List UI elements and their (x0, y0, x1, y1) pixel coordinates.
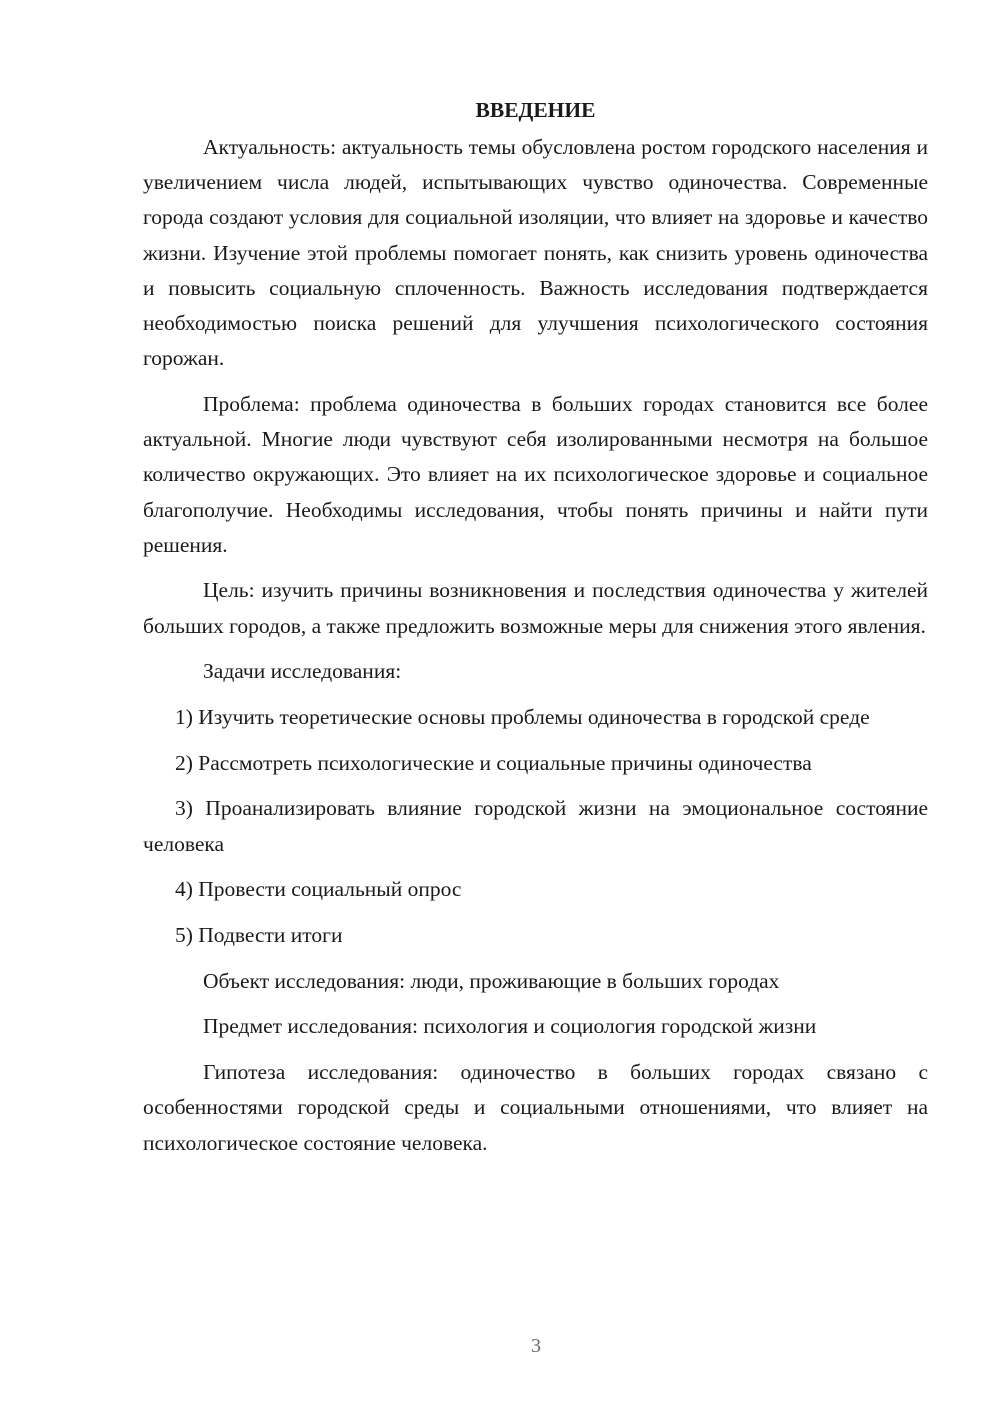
task-item-1: 1) Изучить теоретические основы проблемы одиночества в городской среде (175, 705, 870, 730)
task-item-5: 5) Подвести итоги (175, 923, 343, 948)
page-number: 3 (531, 1335, 541, 1357)
task-item-3: 3) Проанализировать влияние городской жизни на эмоциональное состояние человека (143, 796, 928, 856)
paragraph-subject: Предмет исследования: психология и социология городской жизни (203, 1014, 817, 1039)
task-item-2: 2) Рассмотреть психологические и социальные причины одиночества (175, 750, 812, 775)
paragraph-relevance: Актуальность: актуальность темы обусловлена ростом городского населения и увеличением числа людей, испытывающих чувство одиночества. Современные города создают условия для социальной изоляции, что влияет на здоровье и качество жизни. Изучение этой проблемы помогает понять, как снизить уровень одиночества и повысить социальную сплоченность. Важность исследования подтверждается необходимостью поиска решений для улучшения психологического состояния горожан. (143, 135, 928, 371)
paragraph-problem: Проблема: проблема одиночества в больших городах становится все более актуальной. Многие люди чувствуют себя изолированными несмотря на большое количество окружающих. Это влияет на их психологическое здоровье и социальное благополучие. Необходимы исследования, чтобы понять причины и найти пути решения. (143, 391, 928, 557)
paragraph-tasks-heading: Задачи исследования: (203, 659, 402, 684)
document-page (143, 93, 928, 1161)
paragraph-hypothesis: Гипотеза исследования: одиночество в больших городах связано с особенностями городской среды и социальными отношениями, что влияет на психологическое состояние человека. (143, 1060, 928, 1155)
section-title: ВВЕДЕНИЕ (475, 98, 596, 122)
task-item-4: 4) Провести социальный опрос (175, 877, 462, 902)
paragraph-goal: Цель: изучить причины возникновения и последствия одиночества у жителей больших городов, а также предложить возможные меры для снижения этого явления. (143, 578, 928, 638)
paragraph-object: Объект исследования: люди, проживающие в больших городах (203, 968, 780, 993)
